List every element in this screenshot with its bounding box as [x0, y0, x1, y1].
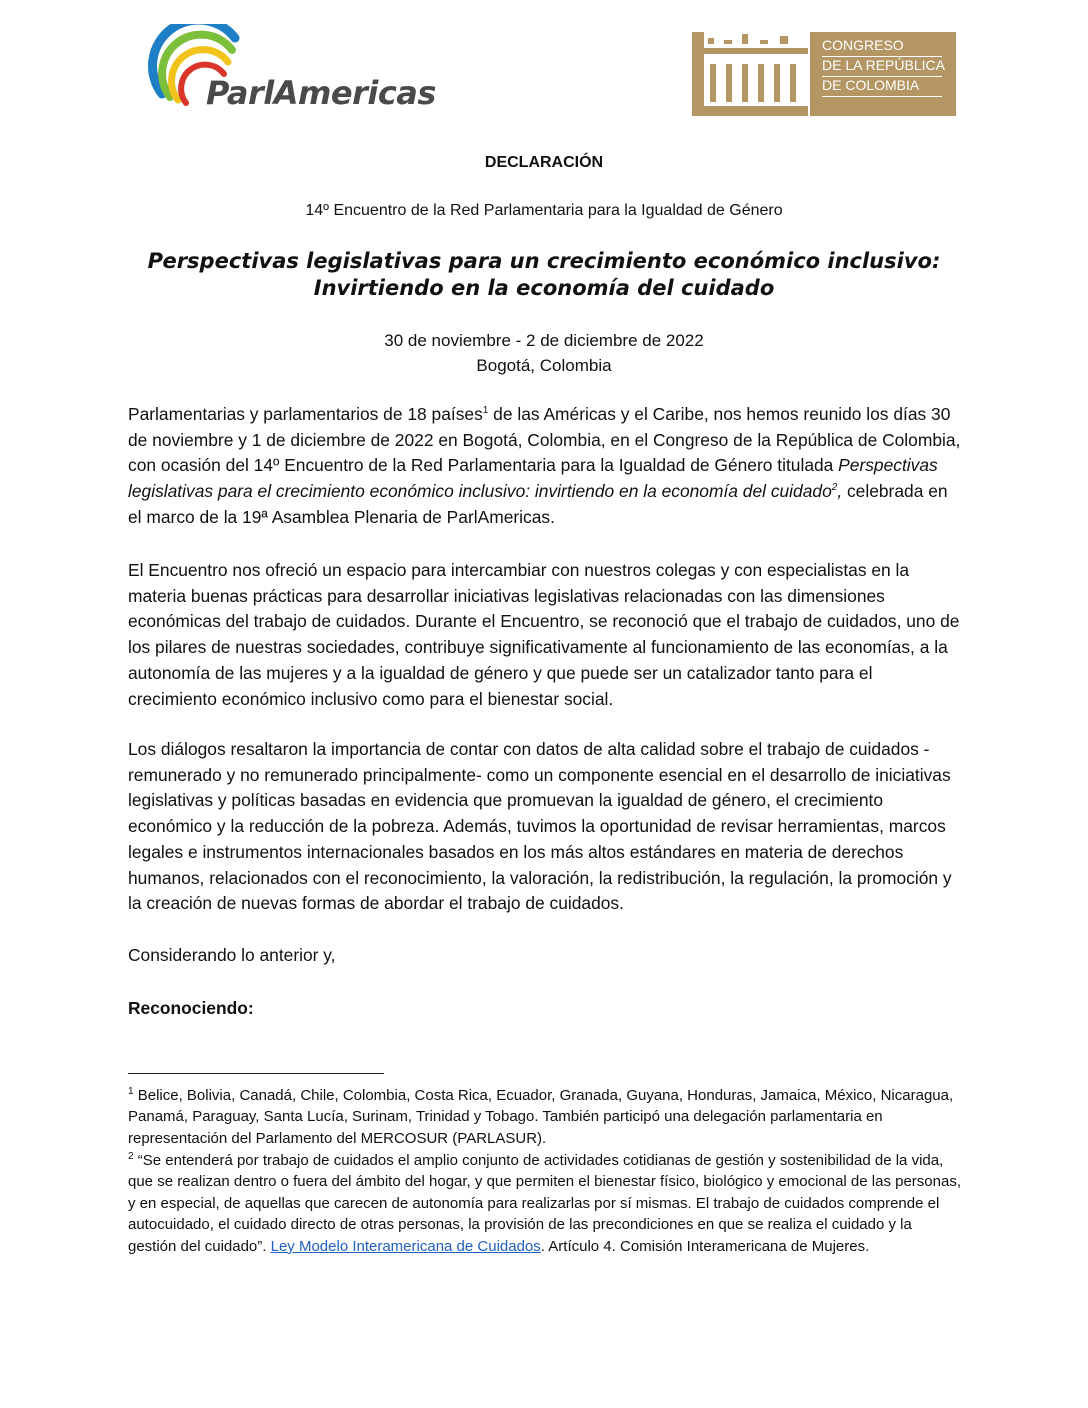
footnote-1-text: Belice, Bolivia, Canadá, Chile, Colombia, Costa Rica, Ecuador, Granada, Guyana, Honduras, Jamaica, México, Nicaragua, Panamá, Paraguay, Santa Lucía, Surinam, Trinidad y Tobago. También participó una delegación parlamentaria en representación del Parlamento del MERCOSUR (PARLASUR). — [128, 1087, 954, 1147]
congreso-line-2: DE LA REPÚBLICA — [822, 58, 942, 77]
footnote-2-tail: . Artículo 4. Comisión Interamericana de Mujeres. — [540, 1237, 870, 1255]
paragraph-3: Los diálogos resaltaron la importancia de contar con datos de alta calidad sobre el trabajo de cuidados -remunerado y no remunerado principalmente- como un componente esencial en el desarrollo de iniciativas legislativas y políticas basadas en evidencia que promuevan la igualdad de género, el crecimiento económico y la reducción de la pobreza. Además, tuvimos la oportunidad de revisar herramientas, marcos legales e instrumentos internacionales basados en los más altos estándares en materia de derechos humanos, relacionados con el reconocimiento, la valoración, la redistribución, la regulación, la promoción y la creación de nuevas formas de abordar el trabajo de cuidados. — [128, 739, 952, 914]
p1-text-a: Parlamentarias y parlamentarios de 18 países — [128, 404, 483, 424]
p1-text-c: celebrada en el marco de la 19ª Asamblea Plenaria de ParlAmericas. — [128, 481, 948, 527]
subtitle — [0, 248, 1088, 302]
p1-comma: , — [837, 481, 843, 502]
event-title: 14º Encuentro de la Red Parlamentaria para la Igualdad de Género — [305, 202, 783, 219]
congreso-line-1: CONGRESO — [822, 38, 942, 57]
footnote-ref-1[interactable]: 1 — [482, 405, 489, 417]
capitol-building-icon — [690, 30, 808, 116]
footnote-2-text: “Se entenderá por trabajo de cuidados el amplio conjunto de actividades cotidianas de gestión y sostenibilidad de la vida, que se realizan dentro o fuera del ámbito del hogar, y que permiten el bienestar físico, biológico y emocional de las personas, y en especial, de aquellas que carecen de autonomía para realizarlas por sí mismas. El trabajo de cuidados comprende el autocuidado, el cuidado directo de otras personas, la provisión de las precondiciones en que se realiza el cuidado y la gestión del cuidado”. — [128, 1152, 961, 1255]
footnote-separator — [128, 1073, 384, 1074]
date-place — [0, 328, 1088, 378]
declaration-heading: DECLARACIÓN — [484, 154, 604, 171]
subtitle-line-1: Perspectivas legislativas para un crecimiento económico inclusivo: — [147, 249, 941, 273]
ley-modelo-link[interactable]: Ley Modelo Interamericana de Cuidados — [270, 1237, 541, 1255]
congreso-name-box — [810, 32, 956, 116]
parlamericas-logo — [140, 24, 460, 119]
footnote-2-number: 2 — [128, 1151, 134, 1162]
recognizing-heading: Reconociendo: — [128, 998, 254, 1018]
parlamericas-logo-text: ParlAmericas — [206, 74, 436, 112]
footnote-1-number: 1 — [128, 1086, 134, 1097]
event-dates: 30 de noviembre - 2 de diciembre de 2022 — [384, 331, 704, 350]
footnote-2 — [128, 1150, 964, 1257]
footnote-ref-2[interactable]: 2 — [831, 482, 838, 494]
paragraph-4: Considerando lo anterior y, — [128, 945, 336, 965]
footnote-1 — [128, 1085, 964, 1149]
p1-italic-title: Perspectivas legislativas para el crecimiento económico inclusivo: invirtiendo en la economía del cuidado — [128, 455, 938, 502]
congreso-line-3: DE COLOMBIA — [822, 78, 942, 97]
p1-text-b: de las Américas y el Caribe, nos hemos reunido los días 30 de noviembre y 1 de diciembre de 2022 en Bogotá, Colombia, en el Congreso de la República de Colombia, con ocasión del 14º Encuentro de la Red Parlamentaria para la Igualdad de Género titulada — [128, 404, 961, 476]
congreso-colombia-logo — [690, 30, 956, 116]
paragraph-1 — [128, 402, 964, 531]
event-place: Bogotá, Colombia — [476, 356, 612, 375]
subtitle-line-2: Invirtiendo en la economía del cuidado — [313, 276, 775, 300]
paragraph-2: El Encuentro nos ofreció un espacio para intercambiar con nuestros colegas y con especialistas en la materia buenas prácticas para desarrollar iniciativas legislativas relacionadas con las dimensiones económicas del trabajo de cuidados. Durante el Encuentro, se reconoció que el trabajo de cuidados, uno de los pilares de nuestras sociedades, contribuye significativamente al funcionamiento de las economías, a la autonomía de las mujeres y a la igualdad de género y que puede ser un catalizador tanto para el crecimiento económico inclusivo como para el bienestar social. — [128, 560, 960, 709]
